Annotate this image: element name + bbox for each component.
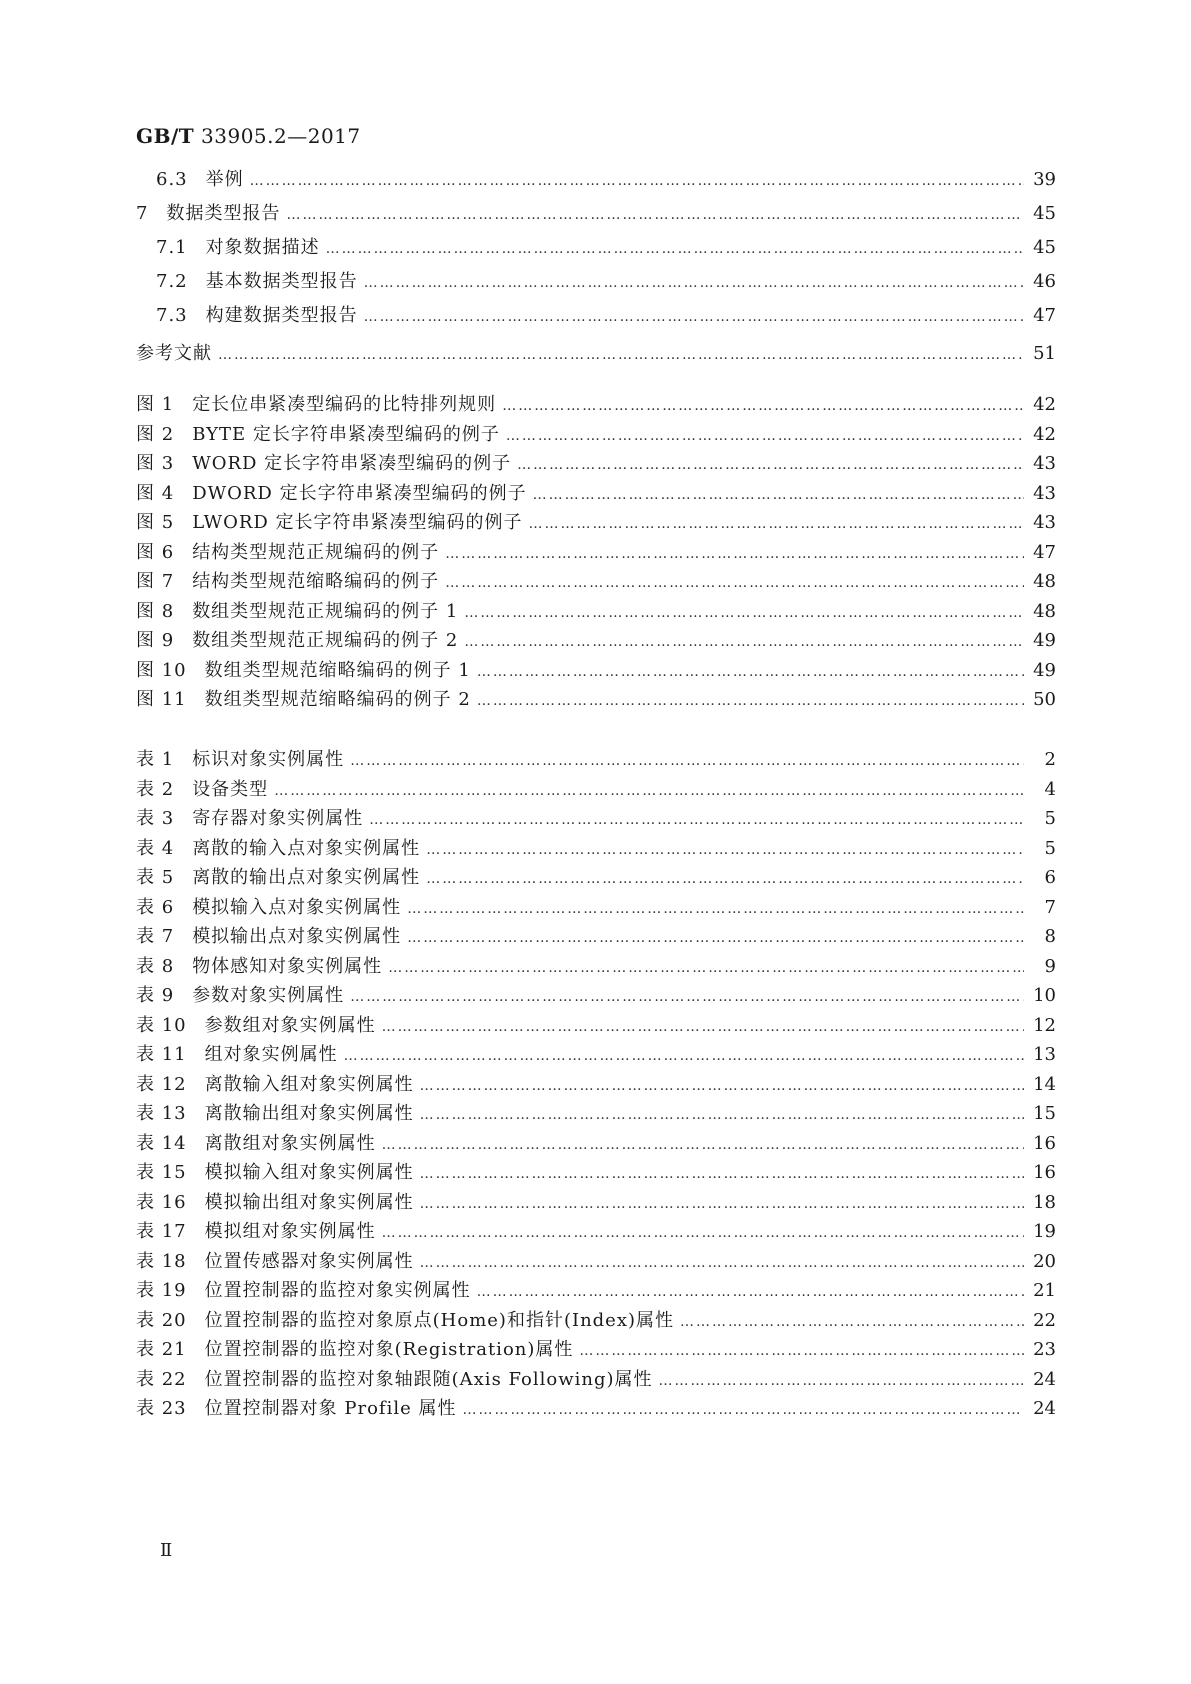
dot-leader (350, 753, 1024, 769)
toc-entry-page: 20 (1033, 1250, 1056, 1272)
dot-leader (477, 664, 1024, 680)
toc-entry-label (136, 745, 344, 771)
toc-figure-row[interactable] (136, 626, 1056, 656)
toc-entry-title: 离散输出组对象实例属性 (204, 1103, 414, 1124)
dot-leader (364, 309, 1024, 325)
dot-leader (407, 901, 1024, 917)
toc-table-row[interactable] (136, 1188, 1056, 1218)
toc-entry-title: 结构类型规范缩略编码的例子 (192, 571, 440, 592)
toc-entry-title: 数组类型规范正规编码的例子 1 (192, 600, 459, 622)
toc-figure-row[interactable] (136, 597, 1056, 627)
toc-tables (136, 745, 1056, 1424)
dot-leader (533, 487, 1024, 503)
toc-entry-label (136, 1040, 338, 1066)
toc-table-row[interactable] (136, 1335, 1056, 1365)
toc-entry-page: 43 (1033, 482, 1056, 504)
dot-leader (344, 1048, 1024, 1064)
toc-entry-label (136, 449, 511, 475)
toc-entry-number: 图 11 (136, 689, 187, 710)
toc-entry-page: 2 (1044, 749, 1056, 770)
toc-entry-number: 7.2 (156, 271, 188, 292)
toc-entry-page: 21 (1033, 1280, 1056, 1301)
toc-entry-label (136, 863, 420, 889)
toc-figure-row[interactable] (136, 390, 1056, 420)
toc-entry-page: 15 (1033, 1103, 1056, 1124)
toc-section-row[interactable] (136, 301, 1056, 335)
toc-entry-number: 表 20 (136, 1309, 187, 1331)
toc-entry-label (136, 1188, 414, 1214)
toc-table-row[interactable] (136, 1276, 1056, 1306)
toc-entry-page: 42 (1033, 394, 1056, 415)
toc-entry-number: 图 10 (136, 659, 187, 681)
toc-entry-page: 12 (1033, 1014, 1056, 1036)
dot-leader (659, 1373, 1024, 1389)
dot-leader (326, 241, 1024, 257)
toc-entry-title: 位置控制器的监控对象原点(Home)和指针(Index)属性 (204, 1309, 675, 1331)
toc-table-row[interactable] (136, 1099, 1056, 1129)
toc-figure-row[interactable] (136, 656, 1056, 686)
toc-figure-row[interactable] (136, 479, 1056, 509)
toc-table-row[interactable] (136, 1011, 1056, 1041)
toc-entry-page: 48 (1033, 600, 1056, 622)
doc-code: GB/T (136, 124, 195, 148)
toc-entry-label (136, 1247, 414, 1273)
toc-entry-page: 47 (1033, 305, 1056, 326)
toc-entry-number: 表 8 (136, 955, 175, 977)
dot-leader (579, 1343, 1024, 1359)
toc-entry-number: 图 6 (136, 541, 175, 563)
toc-entry-title: 位置控制器的监控对象轴跟随(Axis Following)属性 (204, 1368, 653, 1390)
toc-entry-title: 标识对象实例属性 (192, 749, 345, 770)
toc-entry-page: 49 (1033, 630, 1056, 651)
dot-leader (382, 1225, 1024, 1241)
toc-entry-page: 51 (1033, 343, 1056, 364)
toc-entry-label (136, 981, 344, 1007)
toc-table-row[interactable] (136, 804, 1056, 834)
dot-leader (420, 1078, 1024, 1094)
dot-leader (502, 398, 1024, 414)
toc-entry-label (136, 1276, 471, 1302)
toc-entry-title: 模拟输出组对象实例属性 (204, 1191, 414, 1213)
toc-entry-page: 24 (1033, 1398, 1056, 1419)
toc-entry-page: 14 (1033, 1073, 1056, 1095)
toc-entry-page: 8 (1044, 926, 1056, 947)
toc-entry-number: 图 2 (136, 423, 175, 445)
toc-table-row[interactable] (136, 1040, 1056, 1070)
toc-entry-label (136, 1129, 376, 1155)
toc-entry-page: 7 (1044, 896, 1056, 918)
toc-entry-title: 基本数据类型报告 (205, 271, 358, 292)
toc-entry-label (136, 1099, 414, 1125)
toc-entry-number: 图 9 (136, 630, 175, 651)
toc-entry-label (136, 538, 439, 564)
toc-table-row[interactable] (136, 745, 1056, 775)
toc-entry-label (156, 301, 358, 327)
dot-leader (420, 1196, 1024, 1212)
dot-leader (680, 1314, 1024, 1330)
toc-entry-title: 定长位串紧凑型编码的比特排列规则 (192, 394, 497, 415)
toc-entry-number: 图 7 (136, 571, 175, 592)
toc-entry-number: 表 11 (136, 1044, 187, 1065)
toc-entry-number: 表 4 (136, 837, 175, 859)
toc-entry-label (136, 685, 471, 711)
toc-entry-page: 13 (1033, 1044, 1056, 1065)
toc-entry-number: 图 3 (136, 453, 175, 474)
toc-section-row[interactable] (136, 165, 1056, 199)
toc-entry-page: 19 (1033, 1221, 1056, 1242)
toc-entry-label (136, 1011, 376, 1037)
toc-entry-page: 5 (1044, 808, 1056, 829)
toc-section-row[interactable] (136, 339, 1056, 373)
toc-entry-title: 离散的输出点对象实例属性 (192, 867, 421, 888)
toc-entry-page: 5 (1044, 837, 1056, 859)
toc-entry-page: 48 (1033, 571, 1056, 592)
toc-entry-number: 表 9 (136, 985, 175, 1006)
toc-table-row[interactable] (136, 922, 1056, 952)
toc-entry-number: 表 1 (136, 749, 175, 770)
toc-entry-title: 举例 (205, 169, 244, 190)
toc-table-row[interactable] (136, 1217, 1056, 1247)
toc-entry-title: 位置传感器对象实例属性 (204, 1250, 414, 1272)
toc-entry-title: 位置控制器的监控对象(Registration)属性 (204, 1339, 574, 1360)
dot-leader (517, 457, 1024, 473)
toc-entry-page: 42 (1033, 423, 1056, 445)
toc-table-row[interactable] (136, 1129, 1056, 1159)
toc-entry-page: 16 (1033, 1132, 1056, 1154)
toc-entry-label (136, 834, 420, 860)
toc-entry-page: 50 (1033, 689, 1056, 710)
doc-number: 33905.2—2017 (201, 124, 361, 148)
toc-entry-title: 数据类型报告 (166, 203, 281, 224)
toc-table-row[interactable] (136, 981, 1056, 1011)
toc-entry-page: 47 (1033, 541, 1056, 563)
toc-table-row[interactable] (136, 834, 1056, 864)
toc-entry-number: 表 23 (136, 1398, 187, 1419)
toc-entry-label (136, 567, 439, 593)
dot-leader (250, 173, 1024, 189)
toc-figure-row[interactable] (136, 685, 1056, 715)
dot-leader (464, 605, 1024, 621)
toc-entry-title: 离散组对象实例属性 (204, 1132, 376, 1154)
toc-entry-page: 23 (1033, 1339, 1056, 1360)
toc-entry-page: 45 (1033, 237, 1056, 258)
toc-entry-title: 离散的输入点对象实例属性 (192, 837, 421, 859)
dot-leader (350, 989, 1024, 1005)
dot-leader (286, 207, 1024, 223)
toc-entry-label (136, 952, 382, 978)
toc-entry-label (136, 1394, 456, 1420)
toc-section-row[interactable] (136, 233, 1056, 267)
toc-entry-number: 7 (136, 203, 149, 224)
toc-entry-title: 模拟输入点对象实例属性 (192, 896, 402, 918)
toc-entry-number: 图 1 (136, 394, 175, 415)
toc-entry-label (136, 420, 500, 446)
toc-entry-number: 图 5 (136, 512, 175, 533)
toc-entry-number: 表 19 (136, 1280, 187, 1301)
toc-section-row[interactable] (136, 267, 1056, 301)
toc-entry-title: 参考文献 (136, 343, 212, 364)
toc-entry-number: 表 17 (136, 1221, 187, 1242)
toc-figure-row[interactable] (136, 567, 1056, 597)
dot-leader (382, 1019, 1024, 1035)
dot-leader (388, 960, 1024, 976)
toc-entry-title: 数组类型规范正规编码的例子 2 (192, 630, 459, 651)
dot-leader (420, 1255, 1024, 1271)
toc-entry-title: 组对象实例属性 (204, 1044, 338, 1065)
toc-entry-number: 表 22 (136, 1368, 187, 1390)
toc-table-row[interactable] (136, 1158, 1056, 1188)
toc-entry-number: 表 15 (136, 1162, 187, 1183)
toc-entry-number: 6.3 (156, 169, 188, 190)
toc-entry-title: 结构类型规范正规编码的例子 (192, 541, 440, 563)
toc-entry-number: 表 2 (136, 778, 175, 800)
page-number: Ⅱ (160, 1540, 173, 1561)
toc-entry-label (136, 626, 458, 652)
toc-entry-page: 45 (1033, 203, 1056, 224)
toc-entry-title: 数组类型规范缩略编码的例子 1 (204, 659, 471, 681)
dot-leader (218, 347, 1024, 363)
toc-table-row[interactable] (136, 952, 1056, 982)
toc-entry-label (136, 804, 363, 830)
toc-entry-number: 表 12 (136, 1073, 187, 1095)
toc-entry-page: 43 (1033, 453, 1056, 474)
toc-entry-page: 24 (1033, 1368, 1056, 1390)
toc-entry-label (136, 479, 527, 505)
toc-entry-number: 表 14 (136, 1132, 187, 1154)
dot-leader (445, 575, 1024, 591)
dot-leader (445, 546, 1024, 562)
toc-figure-row[interactable] (136, 538, 1056, 568)
toc-entry-title: 模拟输入组对象实例属性 (204, 1162, 414, 1183)
dot-leader (420, 1166, 1024, 1182)
toc-entry-page: 4 (1044, 778, 1056, 800)
toc-entry-number: 表 7 (136, 926, 175, 947)
toc-table-row[interactable] (136, 1070, 1056, 1100)
toc-entry-label (136, 1306, 674, 1332)
toc-entry-title: 物体感知对象实例属性 (192, 955, 383, 977)
toc-entry-number: 表 18 (136, 1250, 187, 1272)
dot-leader (477, 693, 1024, 709)
toc-entry-page: 39 (1033, 169, 1056, 190)
toc-entry-label (136, 1158, 414, 1184)
toc-entry-title: 离散输入组对象实例属性 (204, 1073, 414, 1095)
toc-entry-number: 表 10 (136, 1014, 187, 1036)
dot-leader (426, 842, 1024, 858)
toc-entry-title: 参数组对象实例属性 (204, 1014, 376, 1036)
toc-entry-label (136, 1070, 414, 1096)
toc-entry-label (156, 267, 358, 293)
toc-table-row[interactable] (136, 1365, 1056, 1395)
toc-entry-label (136, 1365, 653, 1391)
dot-leader (420, 1107, 1024, 1123)
toc-entry-title: 位置控制器对象 Profile 属性 (204, 1398, 457, 1419)
toc-sections (136, 165, 1056, 373)
toc-entry-title: BYTE 定长字符串紧凑型编码的例子 (192, 423, 500, 445)
toc-table-row[interactable] (136, 1247, 1056, 1277)
toc-entry-number: 表 5 (136, 867, 175, 888)
toc-entry-label (136, 893, 401, 919)
toc-entry-number: 表 16 (136, 1191, 187, 1213)
toc-entry-title: 寄存器对象实例属性 (192, 808, 364, 829)
toc-entry-page: 46 (1033, 271, 1056, 292)
toc-figure-row[interactable] (136, 420, 1056, 450)
dot-leader (529, 516, 1024, 532)
toc-entry-number: 7.3 (156, 305, 188, 326)
dot-leader (369, 812, 1024, 828)
toc-entry-title: WORD 定长字符串紧凑型编码的例子 (192, 453, 512, 474)
toc-entry-title: 模拟输出点对象实例属性 (192, 926, 402, 947)
toc-entry-page: 49 (1033, 659, 1056, 681)
toc-section-row[interactable] (136, 199, 1056, 233)
toc-entry-page: 18 (1033, 1191, 1056, 1213)
dot-leader (407, 930, 1024, 946)
toc-entry-label (136, 775, 268, 801)
toc-entry-number: 图 8 (136, 600, 175, 622)
toc-table-row[interactable] (136, 775, 1056, 805)
toc-entry-label (156, 165, 244, 191)
toc-entry-page: 43 (1033, 512, 1056, 533)
toc-entry-number: 表 6 (136, 896, 175, 918)
toc-entry-label (136, 1217, 376, 1243)
dot-leader (506, 428, 1024, 444)
toc-entry-title: 数组类型规范缩略编码的例子 2 (204, 689, 471, 710)
toc-figures (136, 390, 1056, 715)
toc-entry-number: 7.1 (156, 237, 188, 258)
toc-entry-label (136, 922, 401, 948)
toc-entry-title: 模拟组对象实例属性 (204, 1221, 376, 1242)
toc-figure-row[interactable] (136, 508, 1056, 538)
toc-figure-row[interactable] (136, 449, 1056, 479)
toc-entry-number: 表 21 (136, 1339, 187, 1360)
dot-leader (464, 634, 1024, 650)
toc-table-row[interactable] (136, 893, 1056, 923)
toc-entry-title: DWORD 定长字符串紧凑型编码的例子 (192, 482, 527, 504)
toc-entry-title: 设备类型 (192, 778, 269, 800)
toc-entry-label (136, 1335, 573, 1361)
toc-entry-title: 参数对象实例属性 (192, 985, 345, 1006)
toc-entry-label (136, 656, 471, 682)
toc-entry-number: 表 3 (136, 808, 175, 829)
toc-entry-page: 10 (1033, 985, 1056, 1006)
toc-entry-page: 22 (1033, 1309, 1056, 1331)
toc-entry-label (136, 597, 458, 623)
dot-leader (382, 1137, 1024, 1153)
toc-entry-title: 位置控制器的监控对象实例属性 (204, 1280, 471, 1301)
dot-leader (477, 1284, 1024, 1300)
toc-entry-page: 6 (1044, 867, 1056, 888)
toc-entry-label (136, 390, 496, 416)
dot-leader (426, 871, 1024, 887)
toc-entry-number: 图 4 (136, 482, 175, 504)
toc-entry-title: 对象数据描述 (205, 237, 320, 258)
toc-entry-page: 9 (1044, 955, 1056, 977)
document-header (136, 124, 361, 148)
toc-entry-label (136, 339, 212, 365)
toc-entry-title: 构建数据类型报告 (205, 305, 358, 326)
dot-leader (364, 275, 1024, 291)
toc-entry-label (156, 233, 320, 259)
toc-table-row[interactable] (136, 1394, 1056, 1424)
toc-entry-page: 16 (1033, 1162, 1056, 1183)
toc-entry-title: LWORD 定长字符串紧凑型编码的例子 (192, 512, 523, 533)
toc-table-row[interactable] (136, 1306, 1056, 1336)
toc-entry-label (136, 199, 280, 225)
toc-entry-label (136, 508, 523, 534)
toc-entry-number: 表 13 (136, 1103, 187, 1124)
toc-table-row[interactable] (136, 863, 1056, 893)
dot-leader (274, 783, 1024, 799)
dot-leader (462, 1402, 1024, 1418)
